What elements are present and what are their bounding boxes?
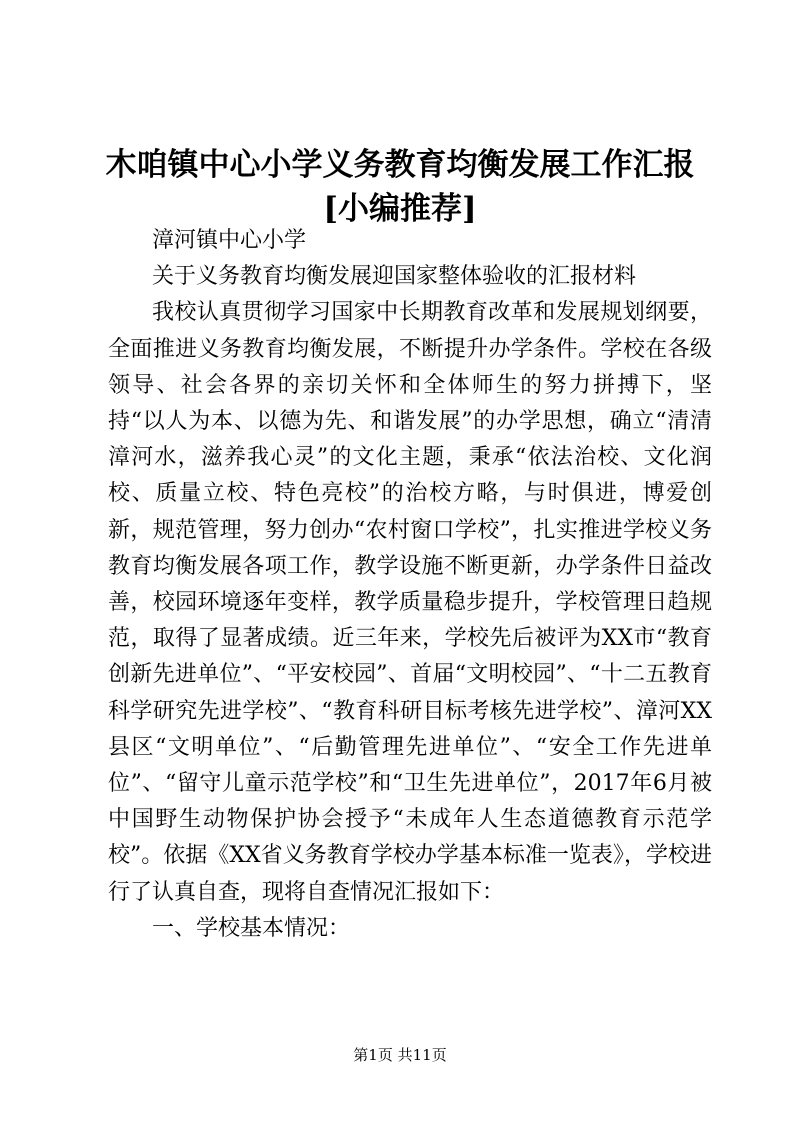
paragraph-school-name: 漳河镇中心小学	[152, 228, 307, 253]
page-footer: 第1页 共11页	[353, 1046, 447, 1064]
document-title	[80, 143, 720, 231]
paragraph-section-heading: 一、学校基本情况：	[152, 915, 351, 941]
paragraph-main: 我校认真贯彻学习国家中长期教育改革和发展规划纲要，全面推进义务教育均衡发展，不断提升办学条件。学校在各级领导、社会各界的亲切关怀和全体师生的努力拼搏下，坚持“以人为本、以德为先、和谐发展”的办学思想，确立“清清漳河水，滋养我心灵”的文化主题，秉承“依法治校、文化润校、质量立校、特色亮校”的治校方略，与时俱进，博爱创新，规范管理，努力创办“农村窗口学校”，扎实推进学校义务教育均衡发展各项工作，教学设施不断更新，办学条件日益改善，校园环境逐年变样，教学质量稳步提升，学校管理日趋规范，取得了显著成绩。近三年来，学校先后被评为XX市“教育创新先进单位”、“平安校园”、首届“文明校园”、“十二五教育科学研究先进学校”、“教育科研目标考核先进学校”、漳河XX县区“文明单位”、“后勤管理先进单位”、“安全工作先进单位”、“留守儿童示范学校”和“卫生先进单位”，2017年6月被中国野生动物保护协会授予“未成年人生态道德教育示范学校”。依据《XX省义务教育学校办学基本标准一览表》，学校进行了认真自查，现将自查情况汇报如下：	[108, 300, 712, 905]
title-line-2: [小编推荐]	[323, 191, 477, 227]
title-line-1: 木咱镇中心小学义务教育均衡发展工作汇报	[105, 147, 695, 183]
paragraph-subtitle: 关于义务教育均衡发展迎国家整体验收的汇报材料	[152, 264, 637, 290]
document-body	[108, 223, 712, 947]
